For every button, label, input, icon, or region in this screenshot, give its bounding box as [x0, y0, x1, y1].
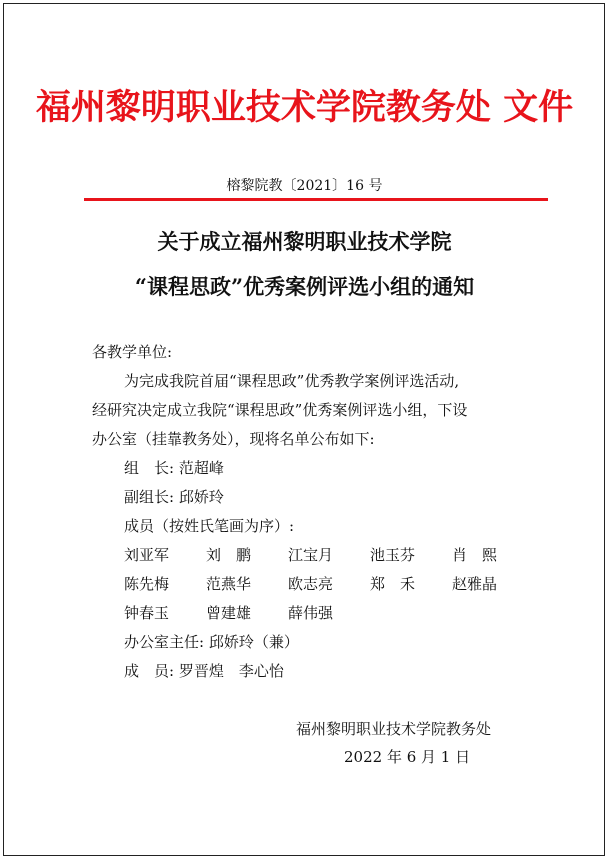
member-name: 郑 禾 [370, 575, 416, 593]
member-name: 肖 熙 [452, 546, 498, 564]
group-leader: 组 长: 范超峰 [124, 459, 224, 477]
member-name: 赵雅晶 [452, 575, 498, 593]
subject-line-2: “课程思政”优秀案例评选小组的通知 [134, 274, 475, 299]
issue-date: 2022 年 6 月 1 日 [344, 748, 471, 766]
issuing-organization: 福州黎明职业技术学院教务处 [296, 720, 492, 738]
members-heading: 成员（按姓氏笔画为序）: [124, 517, 295, 535]
office-members: 成 员: 罗晋煌 李心怡 [124, 662, 284, 680]
subject-line-1: 关于成立福州黎明职业技术学院 [157, 229, 452, 254]
paragraph-line-3: 办公室（挂靠教务处），现将名单公布如下: [92, 430, 375, 448]
vice-group-leader: 副组长: 邱娇玲 [124, 488, 224, 506]
member-name: 欧志亮 [288, 575, 334, 593]
member-name: 曾建雄 [206, 604, 252, 622]
office-director: 办公室主任: 邱娇玲（兼） [124, 633, 299, 651]
member-name: 江宝月 [288, 546, 334, 564]
member-name: 陈先梅 [124, 575, 170, 593]
member-name: 刘 鹏 [206, 546, 252, 564]
document-header-title: 福州黎明职业技术学院教务处 文件 [35, 88, 574, 128]
document-number: 榕黎院教〔2021〕16 号 [226, 178, 383, 194]
member-name: 刘亚军 [124, 546, 170, 564]
paragraph-line-1: 为完成我院首届“课程思政”优秀教学案例评选活动, [124, 372, 460, 390]
member-name: 范燕华 [206, 575, 252, 593]
paragraph-line-2: 经研究决定成立我院“课程思政”优秀案例评选小组，下设 [92, 401, 468, 419]
member-name: 钟春玉 [124, 604, 170, 622]
member-name: 薛伟强 [288, 604, 334, 622]
red-divider [84, 198, 548, 201]
member-name: 池玉芬 [370, 546, 416, 564]
salutation: 各教学单位: [92, 343, 173, 361]
